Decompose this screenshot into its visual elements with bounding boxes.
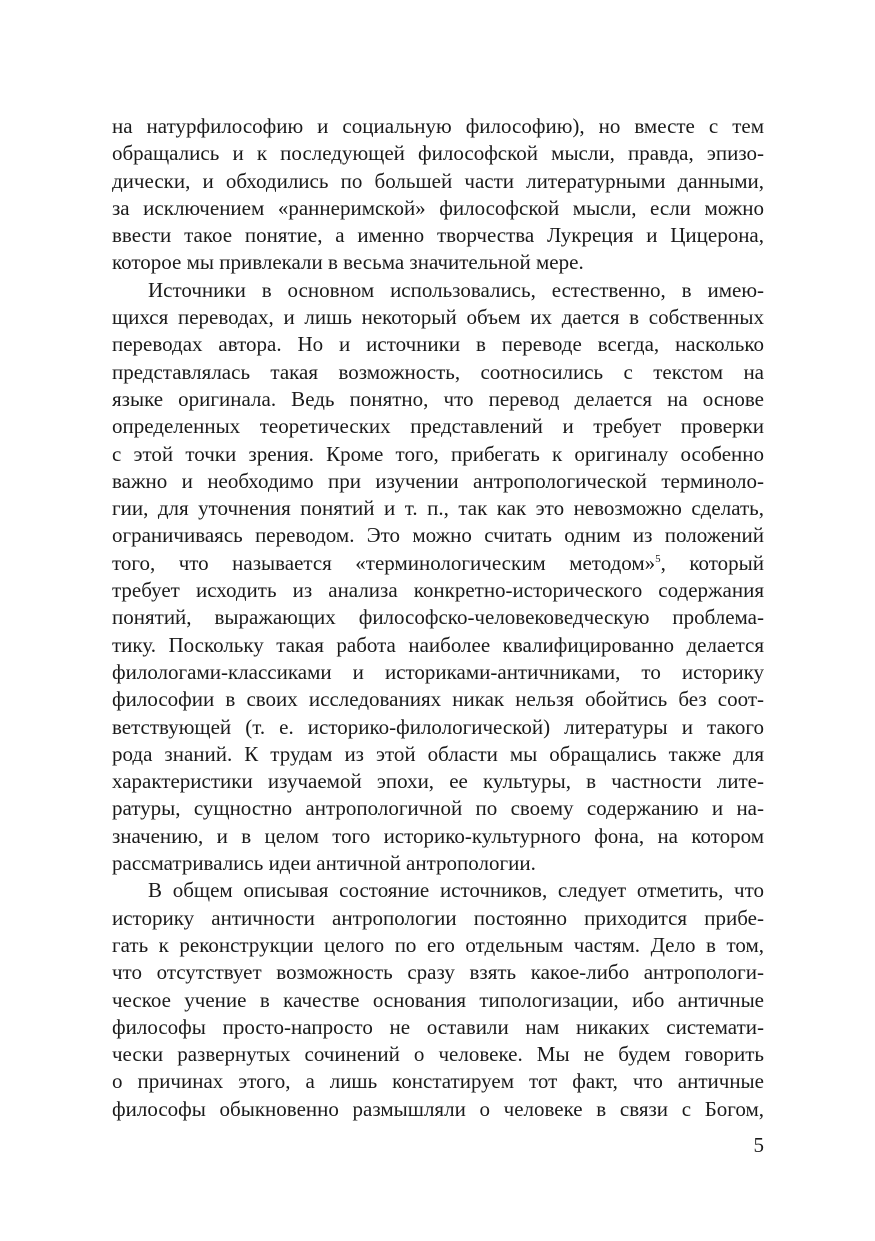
paragraph-3 (112, 877, 764, 1123)
text-line: ввести такое понятие, а именно творчества Лукреция и Цицерона, (112, 223, 764, 248)
text-line: щихся переводах, и лишь некоторый объем их дается в собственных (112, 305, 764, 330)
text-line: требует исходить из анализа конкретно-исторического содержания (112, 578, 764, 603)
text-line: с этой точки зрения. Кроме того, прибегать к оригиналу особенно (112, 441, 764, 466)
text-line: которое мы привлекали в весьма значительной мере. (112, 250, 584, 275)
text-line: важно и необходимо при изучении антропологической терминоло- (112, 468, 764, 493)
text-line: филологами-классиками и историками-античниками, то историку (112, 659, 764, 684)
text-line: философии в своих исследованиях никак нельзя обойтись без соот- (112, 687, 764, 712)
text-segment: , который (660, 550, 764, 575)
paragraph-1 (112, 113, 764, 277)
text-line: ограничиваясь переводом. Это можно считать одним из положений (112, 523, 764, 548)
body-text (112, 113, 764, 1123)
text-line: Источники в основном использовались, естественно, в имею- (148, 277, 764, 302)
text-line: рода знаний. К трудам из этой области мы обращались также для (112, 741, 764, 766)
text-line: за исключением «раннеримской» философской мысли, если можно (112, 195, 764, 220)
text-line: дически, и обходились по большей части литературными данными, (112, 168, 764, 193)
text-line: характеристики изучаемой эпохи, ее культуры, в частности лите- (112, 769, 764, 794)
text-line: значению, и в целом того историко-культурного фона, на котором (112, 823, 764, 848)
text-line: определенных теоретических представлений и требует проверки (112, 414, 764, 439)
text-line: философы просто-напросто не оставили нам никаких системати- (112, 1014, 764, 1039)
text-line: ратуры, сущностно антропологичной по своему содержанию и на- (112, 796, 764, 821)
page-number: 5 (753, 1133, 764, 1157)
text-line: историку античности антропологии постоянно приходится прибе- (112, 905, 764, 930)
text-segment: того, что называется «терминологическим методом» (112, 550, 656, 575)
text-line: на натурфилософию и социальную философию), но вместе с тем (112, 114, 764, 138)
text-line: рассматривались идеи античной антропологии. (112, 851, 536, 876)
text-line: философы обыкновенно размышляли о человеке в связи с Богом, (112, 1096, 764, 1121)
paragraph-2 (112, 277, 764, 878)
footnote-reference[interactable]: 5 (655, 552, 661, 565)
text-line: что отсутствует возможность сразу взять какое-либо антропологи- (112, 960, 764, 985)
text-line: о причинах этого, а лишь констатируем тот факт, что античные (112, 1069, 764, 1094)
text-line: ческое учение в качестве основания типологизации, ибо античные (112, 987, 764, 1012)
text-line: ветствующей (т. е. историко-филологической) литературы и такого (112, 714, 764, 739)
text-line: гии, для уточнения понятий и т. п., так как это невозможно сделать, (112, 496, 764, 521)
text-line-with-footnote (112, 550, 764, 577)
text-line: переводах автора. Но и источники в переводе всегда, насколько (112, 332, 764, 357)
text-line: представлялась такая возможность, соотносились с текстом на (112, 359, 764, 384)
text-line: гать к реконструкции целого по его отдельным частям. Дело в том, (112, 932, 764, 957)
text-line: чески развернутых сочинений о человеке. Мы не будем говорить (112, 1042, 764, 1067)
text-line: языке оригинала. Ведь понятно, что перевод делается на основе (112, 386, 764, 411)
text-line: тику. Поскольку такая работа наиболее квалифицированно делается (112, 632, 764, 657)
text-line: В общем описывая состояние источников, следует отметить, что (148, 878, 764, 903)
text-line: обращались и к последующей философской мысли, правда, эпизо- (112, 141, 764, 166)
text-line: понятий, выражающих философско-человековедческую проблема- (112, 605, 764, 630)
